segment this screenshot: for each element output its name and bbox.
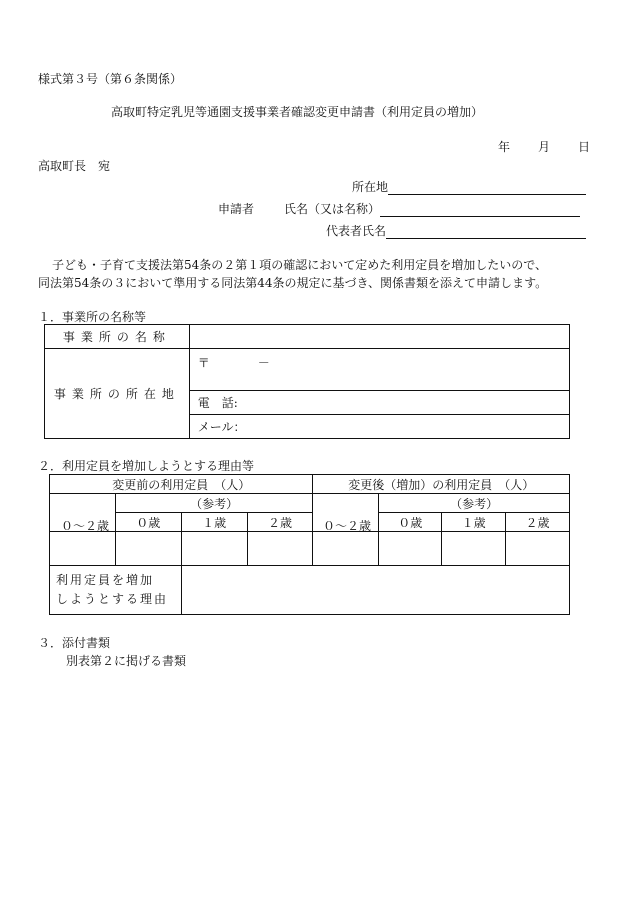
representative-label: 代表者氏名 [326, 224, 387, 238]
before-capacity-header: 変更前の利用定員 （人） [50, 475, 313, 494]
facility-name-field[interactable] [189, 325, 569, 349]
applicant-label: 申請者 [218, 202, 255, 216]
representative-row [326, 222, 586, 239]
postal-field[interactable] [189, 349, 569, 391]
mail-field[interactable] [189, 415, 569, 439]
location-row [352, 178, 586, 195]
addressee: 高取町長 宛 [38, 159, 111, 173]
section2-heading: ２．利用定員を増加しようとする理由等 [38, 459, 255, 473]
reason-field[interactable] [181, 566, 569, 615]
before-age-0-field[interactable] [115, 532, 181, 566]
attachment-item: 別表第２に掲げる書類 [66, 654, 187, 668]
body-text-line2: 同法第54条の３において準用する同法第44条の規定に基づき、関係書類を添えて申請します。 [38, 276, 548, 290]
section3-heading: ３．添付書類 [38, 636, 111, 650]
after-age-0-header: ０歳 [379, 513, 442, 532]
reason-label-line1: 利用定員を増加 [56, 573, 155, 587]
after-age-2-field[interactable] [506, 532, 570, 566]
before-age-1-field[interactable] [181, 532, 247, 566]
location-field[interactable] [388, 181, 586, 195]
date-year-label: 年 [498, 140, 511, 154]
body-text-line1: 子ども・子育て支援法第54条の２第１項の確認において定めた利用定員を増加したいので、 [52, 258, 548, 272]
name-field[interactable] [380, 203, 580, 217]
after-age-0-2-label: ０～２歳 [322, 519, 371, 533]
before-age-1-header: １歳 [181, 513, 247, 532]
reason-label [50, 566, 182, 615]
after-age-1-field[interactable] [442, 532, 506, 566]
after-age-0-2-field[interactable] [313, 532, 379, 566]
capacity-table [49, 474, 570, 615]
section1-heading: １．事業所の名称等 [38, 310, 147, 324]
before-reference-header: （参考） [115, 494, 313, 513]
location-label: 所在地 [352, 180, 389, 194]
facility-address-label: 事業所の所在地 [45, 349, 190, 439]
reason-label-line2: しようとする理由 [56, 592, 169, 606]
facility-name-label: 事業所の名称 [45, 325, 190, 349]
before-age-0-header: ０歳 [115, 513, 181, 532]
representative-field[interactable] [386, 225, 586, 239]
form-number: 様式第３号（第６条関係） [38, 72, 183, 86]
before-age-0-2-field[interactable] [50, 532, 116, 566]
before-age-0-2-label: ０～２歳 [60, 519, 109, 533]
date-month-label: 月 [538, 140, 551, 154]
after-age-1-header: １歳 [442, 513, 506, 532]
facility-table [44, 324, 570, 439]
after-reference-header: （参考） [379, 494, 570, 513]
after-age-2-header: ２歳 [506, 513, 570, 532]
before-age-2-field[interactable] [247, 532, 313, 566]
postal-dash: － [257, 356, 270, 370]
postal-mark: 〒 [197, 356, 210, 370]
mail-label: メール： [197, 420, 246, 434]
date-day-label: 日 [578, 140, 591, 154]
phone-field[interactable] [189, 391, 569, 415]
after-age-0-field[interactable] [379, 532, 442, 566]
after-capacity-header: 変更後（増加）の利用定員 （人） [313, 475, 570, 494]
name-label: 氏名（又は名称） [284, 202, 381, 216]
before-age-2-header: ２歳 [247, 513, 313, 532]
name-row [284, 200, 580, 217]
phone-label: 電 話: [197, 396, 238, 410]
document-title: 高取町特定乳児等通園支援事業者確認変更申請書（利用定員の増加） [111, 105, 484, 119]
